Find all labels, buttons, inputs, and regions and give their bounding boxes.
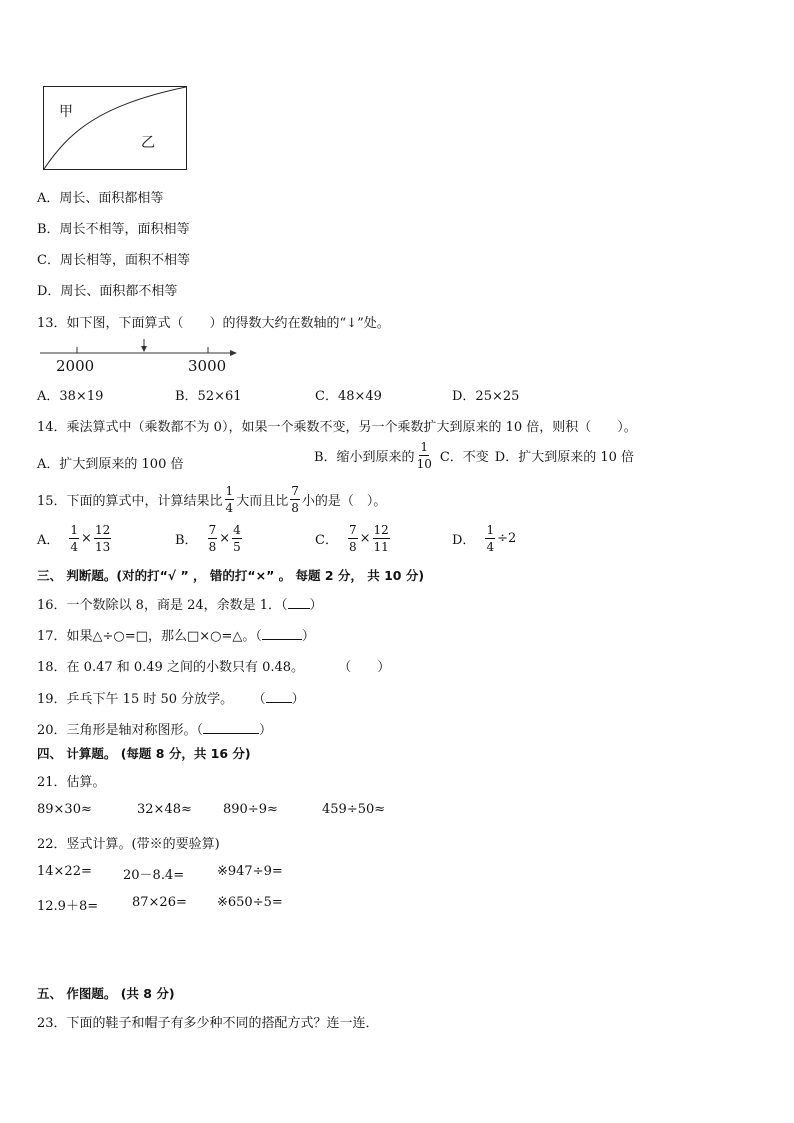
q21-item-1: 89×30≈ [37, 802, 92, 817]
q20 [37, 719, 272, 738]
q14-option-b-text: B．缩小到原来的 [314, 450, 415, 465]
q15-a-op: × [81, 531, 92, 546]
section-3-title: 三、 判断题。(对的打“√ ” ， 错的打“×” 。 每题 2 分， 共 10 分) [37, 568, 425, 583]
q15-c-op: × [359, 531, 371, 546]
q18 [37, 656, 390, 675]
q15-frac-2-den: 8 [291, 501, 299, 515]
q18-text: 18．在 0.47 和 0.49 之间的小数只有 0.48。 [37, 660, 305, 675]
q18-answer-paren[interactable]: （ ） [338, 660, 391, 675]
q15-b-n2: 4 [233, 523, 241, 537]
q15-frac-1-den: 4 [225, 501, 234, 515]
q15-c-n2: 12 [373, 523, 389, 537]
q13-option-d: D．25×25 [452, 389, 520, 404]
q20-text: 20．三角形是轴对称图形。（ [37, 723, 204, 738]
q13-option-c: C．48×49 [315, 389, 382, 404]
q15-frac-2 [290, 485, 300, 514]
q22-row2-item-3: ※650÷5= [217, 895, 283, 910]
q13-option-a: A．38×19 [37, 389, 104, 404]
number-line [38, 337, 238, 373]
q14-option-a: A．扩大到原来的 100 倍 [37, 457, 184, 472]
q15-d-d1: 4 [486, 540, 495, 554]
q14-text: 14．乘法算式中（乘数都不为 0），如果一个乘数不变，另一个乘数扩大到原来的 10 倍，则积（ ）。 [37, 420, 637, 435]
q15-b-frac2 [232, 524, 242, 553]
q14-fraction [417, 441, 432, 470]
q15-b-label: B． [175, 533, 198, 548]
q14-option-d: D．扩大到原来的 10 倍 [494, 450, 635, 465]
q12-option-a: A．周长、面积都相等 [37, 191, 164, 206]
q21-text: 21．估算。 [37, 775, 106, 790]
q21-item-4: 459÷50≈ [322, 802, 386, 817]
q15-c-d2: 11 [373, 540, 389, 554]
q19-open: （ [259, 692, 266, 707]
q19 [37, 688, 305, 707]
q19-answer-blank[interactable] [266, 692, 292, 703]
q15-d-frac1 [485, 524, 495, 553]
q22-row2-item-1: 12.9＋8= [37, 899, 99, 914]
q15-b-d2: 5 [233, 540, 241, 554]
dividing-curve [44, 87, 186, 169]
q15-a-n2: 12 [94, 523, 111, 537]
q17-answer-blank[interactable] [262, 629, 302, 640]
q14-frac-num: 1 [420, 440, 429, 454]
q15-c-n1: 7 [348, 523, 357, 537]
q20-answer-blank[interactable] [203, 723, 259, 734]
label-yi: 乙 [141, 135, 155, 151]
q22-row1-item-2: 20－8.4= [123, 868, 185, 883]
label-jia: 甲 [59, 104, 73, 120]
q15-mid: 大而且比 [236, 494, 289, 509]
q14-frac-den: 10 [416, 457, 432, 471]
q19-close: ） [291, 692, 305, 707]
q23-text: 23．下面的鞋子和帽子有多少种不同的搭配方式？连一连． [37, 1016, 379, 1031]
q15-a-n1: 1 [70, 523, 79, 537]
q15-a-label: A． [37, 533, 60, 548]
q19-text: 19．乒乓下午 15 时 50 分放学。 [37, 692, 234, 707]
q15-option-d [452, 524, 516, 553]
q15-d-n1: 1 [486, 523, 495, 537]
q15-stem [37, 485, 386, 514]
q12-option-c: C．周长相等，面积不相等 [37, 253, 190, 268]
q17 [37, 625, 315, 644]
q15-option-b [175, 524, 244, 553]
q15-a-d1: 4 [70, 540, 79, 554]
q22-row1-item-1: 14×22= [37, 864, 92, 879]
rectangle-figure [43, 86, 187, 170]
q22-text: 22．竖式计算。(带※的要验算) [37, 837, 220, 852]
q15-d-tail: ÷2 [497, 531, 517, 546]
q12-option-d: D．周长、面积都不相等 [37, 284, 178, 299]
q22-row2-item-2: 87×26= [132, 895, 187, 910]
q15-pre: 15．下面的算式中，计算结果比 [37, 494, 223, 509]
q16 [37, 594, 323, 613]
section-5-title: 五、 作图题。 (共 8 分) [37, 986, 175, 1001]
q20-close: ） [259, 723, 273, 738]
q15-d-label: D． [452, 533, 476, 548]
q15-b-d1: 8 [208, 540, 217, 554]
axis-label-3000: 3000 [188, 357, 227, 375]
q15-frac-1-num: 1 [225, 484, 234, 498]
q17-text: 17．如果△÷○=□，那么□×○=△。（ [37, 629, 262, 644]
q16-answer-blank[interactable] [288, 598, 310, 609]
q15-c-d1: 8 [348, 540, 357, 554]
q15-frac-1 [225, 485, 235, 514]
q15-option-a [37, 524, 113, 553]
q15-a-frac1 [69, 524, 79, 553]
q12-option-b: B．周长不相等，面积相等 [37, 222, 190, 237]
q15-c-label: C． [315, 533, 338, 548]
q14-option-b [314, 441, 634, 470]
q21-item-3: 890÷9≈ [223, 802, 278, 817]
q13-text: 13．如下图，下面算式（ ）的得数大约在数轴的“↓”处。 [37, 316, 390, 331]
q15-a-frac2 [94, 524, 111, 553]
q13-option-b: B．52×61 [175, 389, 242, 404]
q15-c-frac2 [373, 524, 390, 553]
q17-close: ） [301, 629, 315, 644]
q21-item-2: 32×48≈ [137, 802, 192, 817]
q15-option-c [315, 524, 392, 553]
q15-a-d2: 13 [94, 540, 111, 554]
q16-close: ） [309, 598, 323, 613]
q14-option-c: C．不变 [439, 450, 489, 465]
q15-b-frac1 [208, 524, 218, 553]
section-4-title: 四、 计算题。 (每题 8 分，共 16 分) [37, 746, 251, 761]
q15-post: 小的是（ ）。 [301, 494, 387, 509]
q22-row1-item-3: ※947÷9= [217, 864, 283, 879]
q16-text: 16．一个数除以 8，商是 24，余数是 1．（ [37, 598, 288, 613]
q15-b-n1: 7 [208, 523, 217, 537]
q15-c-frac1 [348, 524, 358, 553]
axis-label-2000: 2000 [56, 357, 95, 375]
q15-frac-2-num: 7 [291, 484, 299, 498]
q15-b-op: × [219, 531, 231, 546]
